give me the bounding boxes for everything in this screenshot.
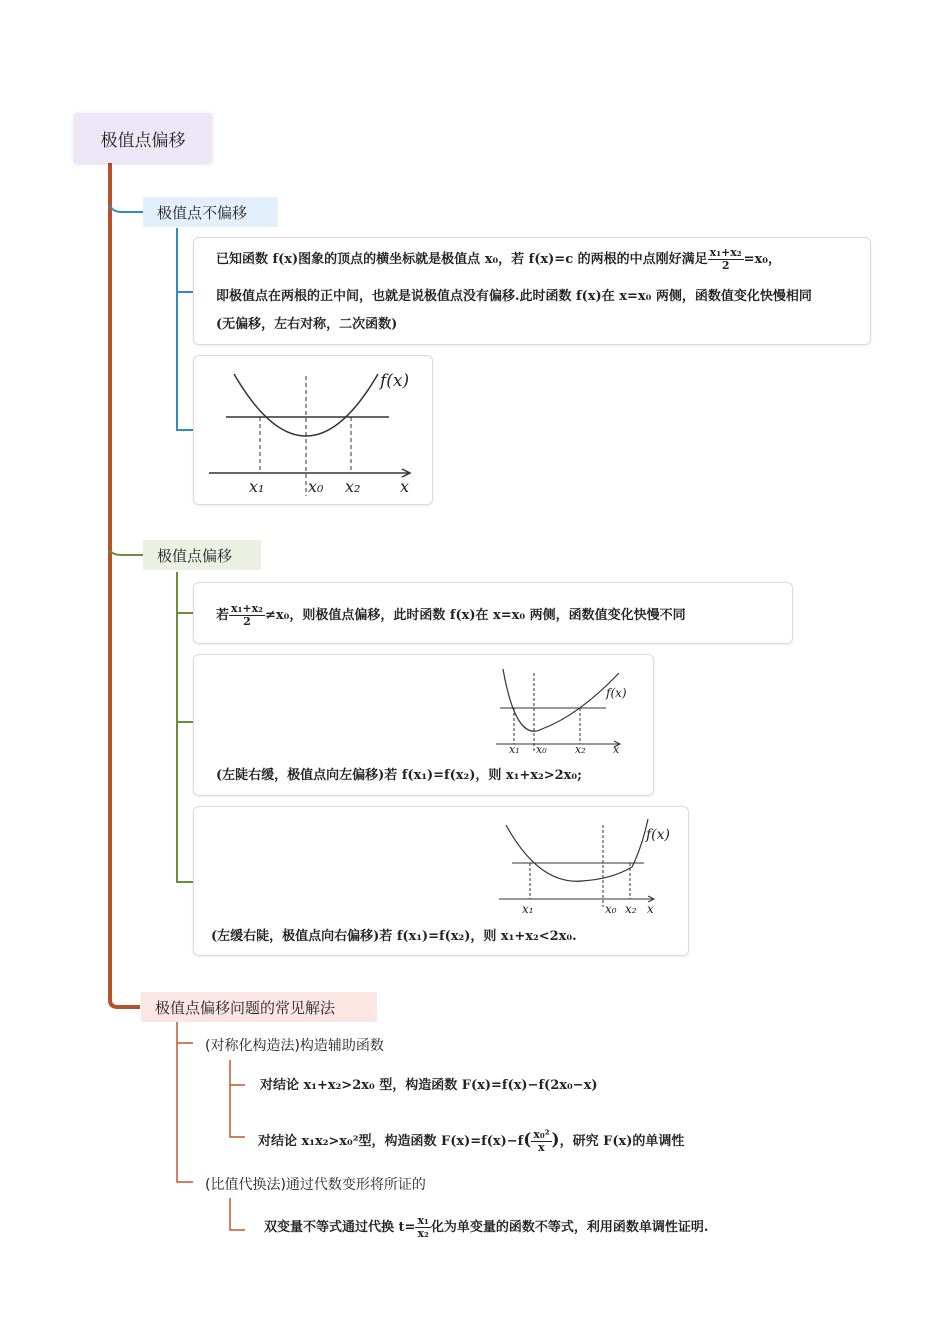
branch1-frac-num: x₁+x₂ (709, 246, 742, 259)
root-node[interactable] (74, 113, 212, 163)
method1-item2 (258, 1129, 684, 1154)
label-x2: x₂ (625, 902, 637, 916)
func-label: f(x) (606, 686, 627, 700)
branch1-node[interactable] (143, 197, 278, 227)
method2-item1 (264, 1215, 708, 1240)
method1-children-line (230, 1060, 245, 1137)
method1-item2-b: ，研究 F(x)的单调性 (559, 1134, 685, 1149)
branch2-text-card (193, 582, 793, 644)
method2-item1-fraction (415, 1215, 430, 1240)
label-x1: x₁ (249, 477, 265, 496)
branch2-node[interactable] (143, 540, 261, 570)
method2-item1-frac-num: x₁ (417, 1214, 429, 1227)
branch2-fraction (229, 603, 265, 628)
branch1-graph-card (193, 355, 433, 505)
method1-item2-frac-num: x₀² (533, 1128, 550, 1141)
case2-card (193, 806, 689, 956)
label-xaxis: x (613, 743, 620, 756)
method2-children-line (230, 1198, 245, 1230)
branch1-text-line2: 即极值点在两根的正中间，也就是说极值点没有偏移.此时函数 f(x)在 x=x₀ 两侧，函数值变化快慢相同 (216, 289, 812, 304)
method2-item1-b: 化为单变量的函数不等式，利用函数单调性证明. (430, 1220, 709, 1235)
skewed-curve (503, 669, 619, 731)
branch1-line1-a: 已知函数 f(x)图象的顶点的横坐标就是极值点 x₀，若 f(x)=c 的两根的中点刚好满足 (216, 252, 708, 267)
case2-caption: (左缓右陡，极值点向右偏移)若 f(x₁)=f(x₂)，则 x₁+x₂<2x₀. (211, 929, 577, 944)
bracket-close: ) (551, 1130, 560, 1150)
branch3-children-line (177, 1022, 193, 1182)
branch2-title: 极值点偏移 (157, 546, 233, 565)
branch3-title: 极值点偏移问题的常见解法 (155, 998, 336, 1017)
branch1-frac-den: 2 (721, 259, 730, 272)
branch1-title: 极值点不偏移 (157, 203, 248, 222)
label-x2: x₂ (575, 743, 586, 756)
branch3-node[interactable] (141, 992, 377, 1022)
label-x0: x₀ (605, 902, 617, 916)
branch2-text (216, 603, 686, 628)
branch2-text-b: ≠x₀，则极值点偏移，此时函数 f(x)在 x=x₀ 两侧，函数值变化快慢不同 (264, 608, 686, 623)
skewed-curve (506, 819, 648, 881)
method2-title[interactable]: (比值代换法)通过代数变形将所证的 (205, 1177, 426, 1193)
label-x0: x₀ (308, 477, 324, 496)
method1-item2-a: 对结论 x₁x₂>x₀²型，构造函数 F(x)=f(x)−f (258, 1134, 524, 1149)
root-title: 极值点偏移 (100, 130, 186, 151)
label-xaxis: x (647, 902, 654, 916)
bracket-open: ( (523, 1130, 532, 1150)
method1-item2-fraction (531, 1129, 551, 1154)
branch2-frac-den: 2 (243, 615, 251, 628)
branch1-graph (194, 356, 434, 506)
branch1-connector (110, 205, 143, 212)
branch1-text-line1 (216, 247, 781, 272)
branch1-line1-b: =x₀， (743, 252, 781, 267)
method2-item1-frac-den: x₂ (417, 1227, 429, 1240)
trunk-line (110, 162, 140, 1007)
func-label: f(x) (380, 371, 410, 391)
case1-card (193, 654, 654, 796)
branch2-text-a: 若 (216, 608, 230, 623)
branch1-fraction (708, 247, 744, 272)
label-x0: x₀ (536, 743, 547, 756)
branch1-text-line3: (无偏移，左右对称，二次函数) (216, 317, 398, 332)
method1-item1: 对结论 x₁+x₂>2x₀ 型，构造函数 F(x)=f(x)−f(2x₀−x) (260, 1078, 598, 1093)
method1-title[interactable]: (对称化构造法)构造辅助函数 (205, 1038, 384, 1054)
label-x1: x₁ (509, 743, 520, 756)
func-label: f(x) (646, 827, 671, 843)
label-x1: x₁ (522, 902, 534, 916)
method1-item2-frac-den: x (538, 1141, 545, 1154)
label-x2: x₂ (345, 477, 361, 496)
branch1-text-card (193, 237, 871, 345)
method2-item1-a: 双变量不等式通过代换 t= (264, 1220, 416, 1235)
branch2-connector (110, 550, 143, 555)
case1-caption: (左陡右缓，极值点向左偏移)若 f(x₁)=f(x₂)，则 x₁+x₂>2x₀; (216, 768, 582, 783)
branch2-frac-num: x₁+x₂ (231, 602, 263, 615)
label-xaxis: x (400, 477, 410, 496)
